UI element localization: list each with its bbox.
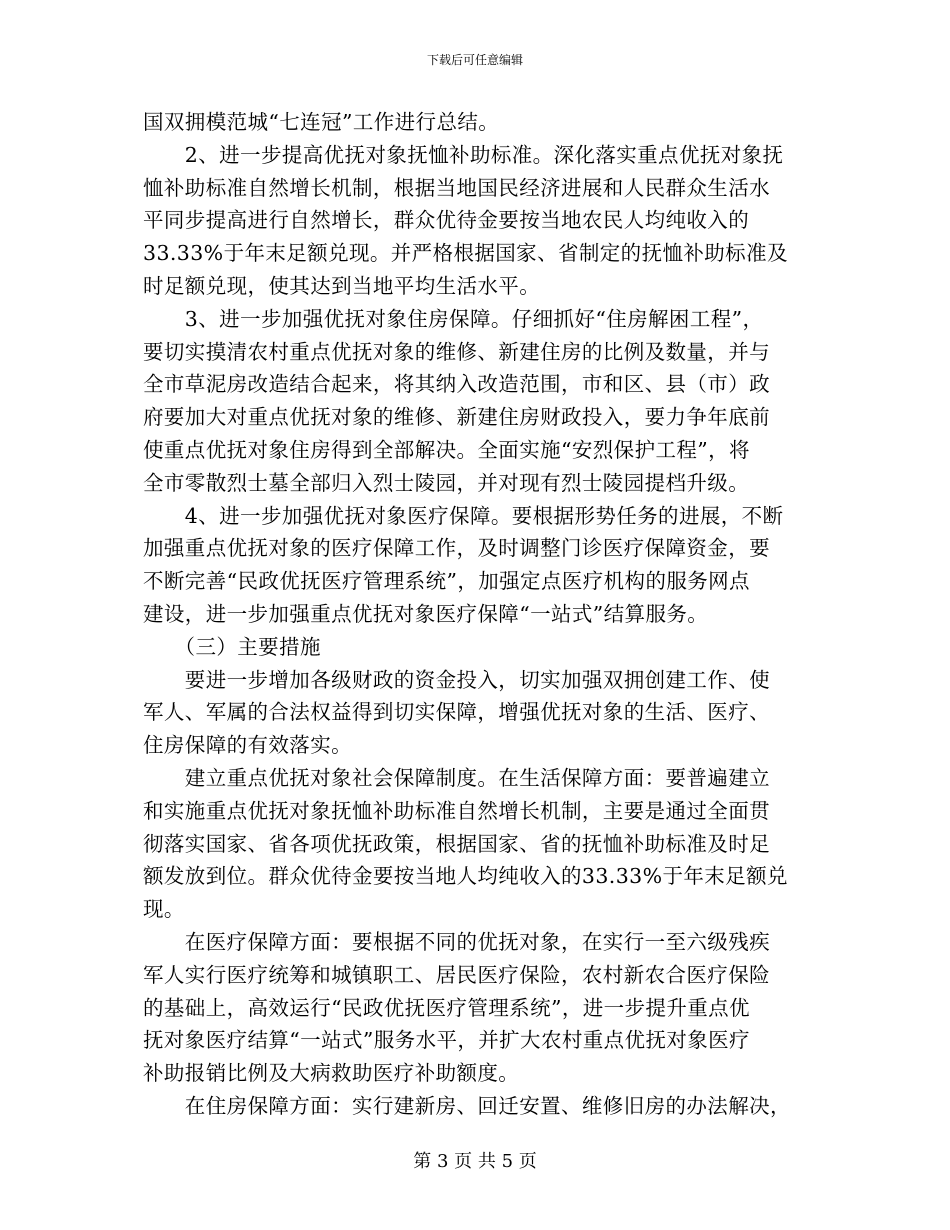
page-footer: 第 3 页 共 5 页	[413, 1151, 537, 1172]
text-line: 和实施重点优抚对象抚恤补助标准自然增长机制，主要是通过全面贯	[143, 798, 770, 823]
page-header: 下载后可任意编辑	[426, 53, 523, 67]
text-line: 抚对象医疗结算“一站式”服务水平，并扩大农村重点优抚对象医疗	[143, 1028, 750, 1053]
text-line: 加强重点优抚对象的医疗保障工作，及时调整门诊医疗保障资金，要	[143, 536, 770, 561]
text-line: 33.33%于年末足额兑现。并严格根据国家、省制定的抚恤补助标准及	[143, 241, 788, 266]
text-line: 的基础上，高效运行“民政优抚医疗管理系统”，进一步提升重点优	[143, 995, 750, 1020]
text-line: 军人实行医疗统筹和城镇职工、居民医疗保险，农村新农合医疗保险	[143, 962, 770, 987]
text-line: 军人、军属的合法权益得到切实保障，增强优抚对象的生活、医疗、	[143, 700, 770, 725]
text-line: 2、进一步提高优抚对象抚恤补助标准。深化落实重点优抚对象抚	[143, 142, 784, 167]
text-line: 补助报销比例及大病救助医疗补助额度。	[143, 1061, 520, 1086]
document-body	[143, 106, 813, 1123]
section-heading: （三）主要措施	[143, 634, 321, 659]
text-line: 国双拥模范城“七连冠”工作进行总结。	[143, 110, 500, 134]
text-line: 全市零散烈士墓全部归入烈士陵园，并对现有烈士陵园提档升级。	[143, 470, 750, 495]
text-line: 3、进一步加强优抚对象住房保障。仔细抓好“住房解困工程”，	[143, 306, 764, 331]
text-line: 现。	[143, 897, 185, 922]
text-line: 府要加大对重点优抚对象的维修、新建住房财政投入，要力争年底前	[143, 405, 770, 430]
text-line: 4、进一步加强优抚对象医疗保障。要根据形势任务的进展，不断	[143, 503, 784, 528]
text-line: 建设，进一步加强重点优抚对象医疗保障“一站式”结算服务。	[143, 601, 709, 626]
text-line: 恤补助标准自然增长机制，根据当地国民经济进展和人民群众生活水	[143, 175, 770, 200]
text-line: 时足额兑现，使其达到当地平均生活水平。	[143, 273, 541, 298]
text-line: 彻落实国家、省各项优抚政策，根据国家、省的抚恤补助标准及时足	[143, 831, 770, 856]
text-line: 在医疗保障方面：要根据不同的优抚对象，在实行一至六级残疾	[143, 929, 770, 954]
text-line: 额发放到位。群众优待金要按当地人均纯收入的33.33%于年末足额兑	[143, 864, 788, 889]
text-line: 住房保障的有效落实。	[143, 733, 352, 758]
text-line: 建立重点优抚对象社会保障制度。在生活保障方面：要普遍建立	[143, 765, 770, 790]
text-line: 在住房保障方面：实行建新房、回迁安置、维修旧房的办法解决，	[143, 1093, 791, 1118]
text-line: 要切实摸清农村重点优抚对象的维修、新建住房的比例及数量，并与	[143, 339, 770, 364]
text-line: 使重点优抚对象住房得到全部解决。全面实施“安烈保护工程”，将	[143, 437, 750, 462]
text-line: 平同步提高进行自然增长，群众优待金要按当地农民人均纯收入的	[143, 208, 750, 233]
text-line: 要进一步增加各级财政的资金投入，切实加强双拥创建工作、使	[143, 667, 770, 692]
text-line: 不断完善“民政优抚医疗管理系统”，加强定点医疗机构的服务网点	[143, 569, 750, 594]
text-line: 全市草泥房改造结合起来，将其纳入改造范围，市和区、县（市）政	[143, 372, 770, 397]
